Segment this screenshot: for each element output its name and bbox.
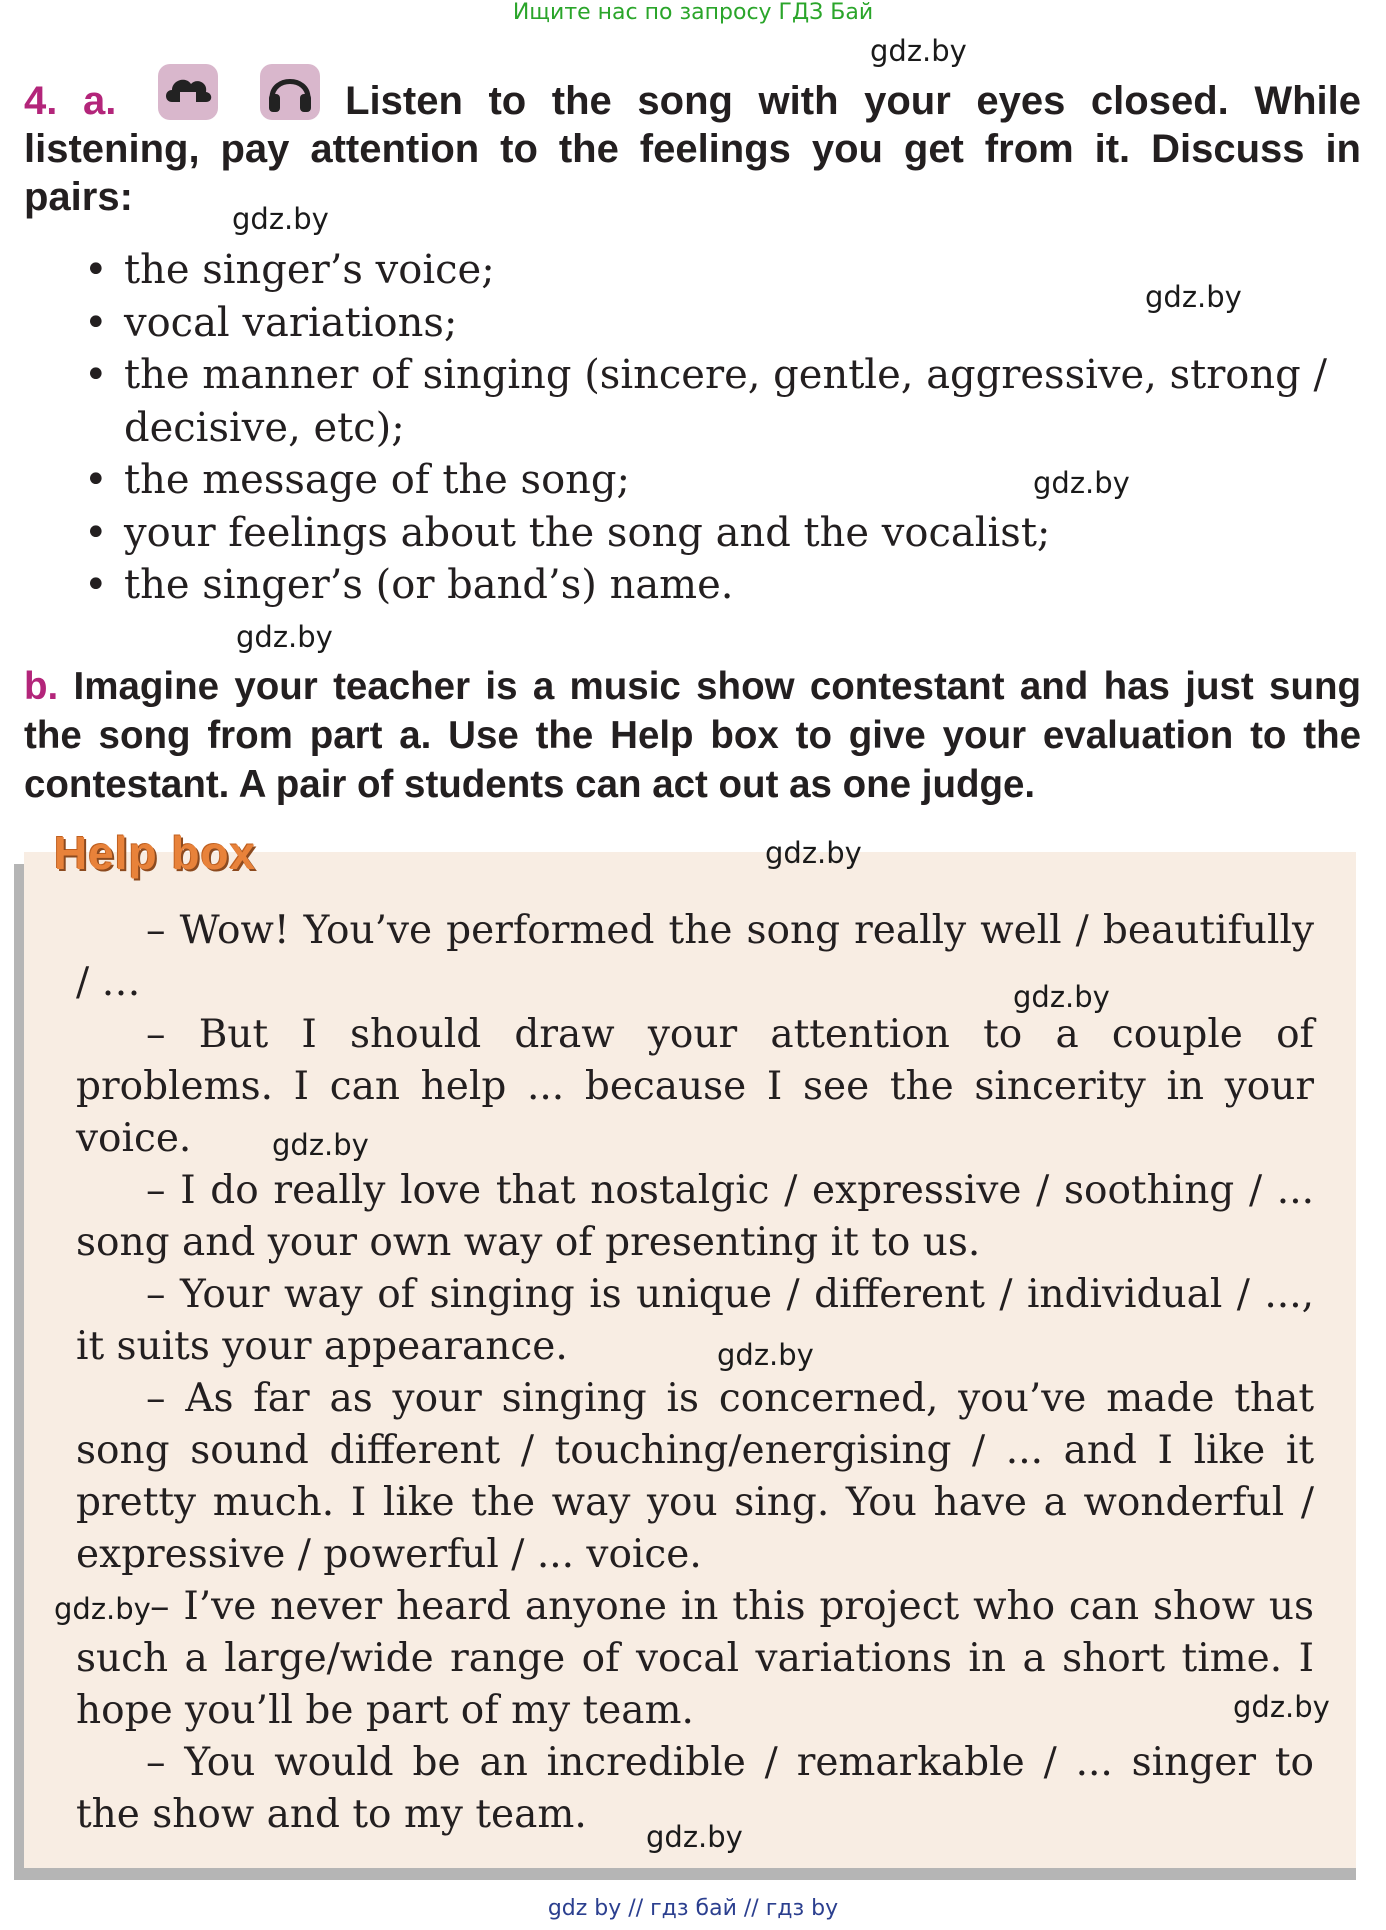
watermark: gdz.by	[232, 202, 329, 236]
watermark: gdz.by	[870, 34, 967, 68]
list-item: • the message of the song;	[84, 454, 1364, 507]
watermark: gdz.by	[1145, 280, 1242, 314]
watermark: gdz.by	[1033, 466, 1130, 500]
list-item: • the manner of singing (sincere, gentle, aggressive, strong / decisive, etc);	[84, 349, 1364, 454]
footer: gdz by // гдз бай // гдз by	[547, 1896, 839, 1921]
task-4a-instruction	[24, 64, 1361, 221]
help-box-title: Help box	[54, 827, 257, 879]
task-4a-text: Listen to the song with your eyes closed. While listening, pay attention to the feelings you get from it. Discuss in pairs:	[24, 79, 1361, 219]
watermark: gdz.by	[1233, 1690, 1330, 1724]
list-item: • the singer’s (or band’s) name.	[84, 559, 1364, 612]
task-number: 4. a.	[24, 79, 117, 123]
watermark: gdz.by	[236, 620, 333, 654]
help-phrase: – But I should draw your attention to a couple of problems. I can help ... because I see the sincerity in your voice.	[76, 1012, 1314, 1161]
watermark: gdz.by	[646, 1820, 743, 1854]
help-phrase: – Your way of singing is unique / different / individual / ..., it suits your appearance.	[76, 1272, 1314, 1369]
task-letter: b.	[24, 665, 59, 708]
list-item: • your feelings about the song and the vocalist;	[84, 507, 1364, 560]
cloud-folder-icon	[158, 64, 218, 120]
help-phrase: – You would be an incredible / remarkable / ... singer to the show and to my team.	[76, 1740, 1314, 1837]
watermark: gdz.by	[272, 1128, 369, 1162]
watermark: gdz.by	[54, 1592, 151, 1626]
help-phrase: – Wow! You’ve performed the song really well / beautifully / …	[76, 908, 1314, 1005]
help-phrase: – I’ve never heard anyone in this project who can show us such a large/wide range of vocal variations in a short time. I hope you’ll be part of my team.	[76, 1584, 1314, 1733]
watermark: gdz.by	[717, 1338, 814, 1372]
list-item: • the singer’s voice;	[84, 244, 1364, 297]
task-b-text: Imagine your teacher is a music show contestant and has just sung the song from part a. Use the Help box to give your evaluation to the contestant. A pair of students can act out as one judge.	[24, 665, 1361, 806]
list-item: • vocal variations;	[84, 297, 1364, 350]
top-banner: Ищите нас по запросу ГДЗ Бай	[512, 0, 874, 25]
help-phrase: – I do really love that nostalgic / expressive / soothing / ... song and your own way of presenting it to us.	[76, 1168, 1314, 1265]
help-box-phrases	[76, 905, 1314, 1841]
help-phrase: – As far as your singing is concerned, you’ve made that song sound different / touching/energising / ... and I like it pretty much. I like the way you sing. You have a wonderful / expressive / powerful / ... voice.	[76, 1376, 1314, 1577]
watermark: gdz.by	[1013, 980, 1110, 1014]
watermark: gdz.by	[765, 836, 862, 870]
task-b-instruction	[24, 662, 1361, 809]
headphones-icon	[260, 64, 320, 120]
